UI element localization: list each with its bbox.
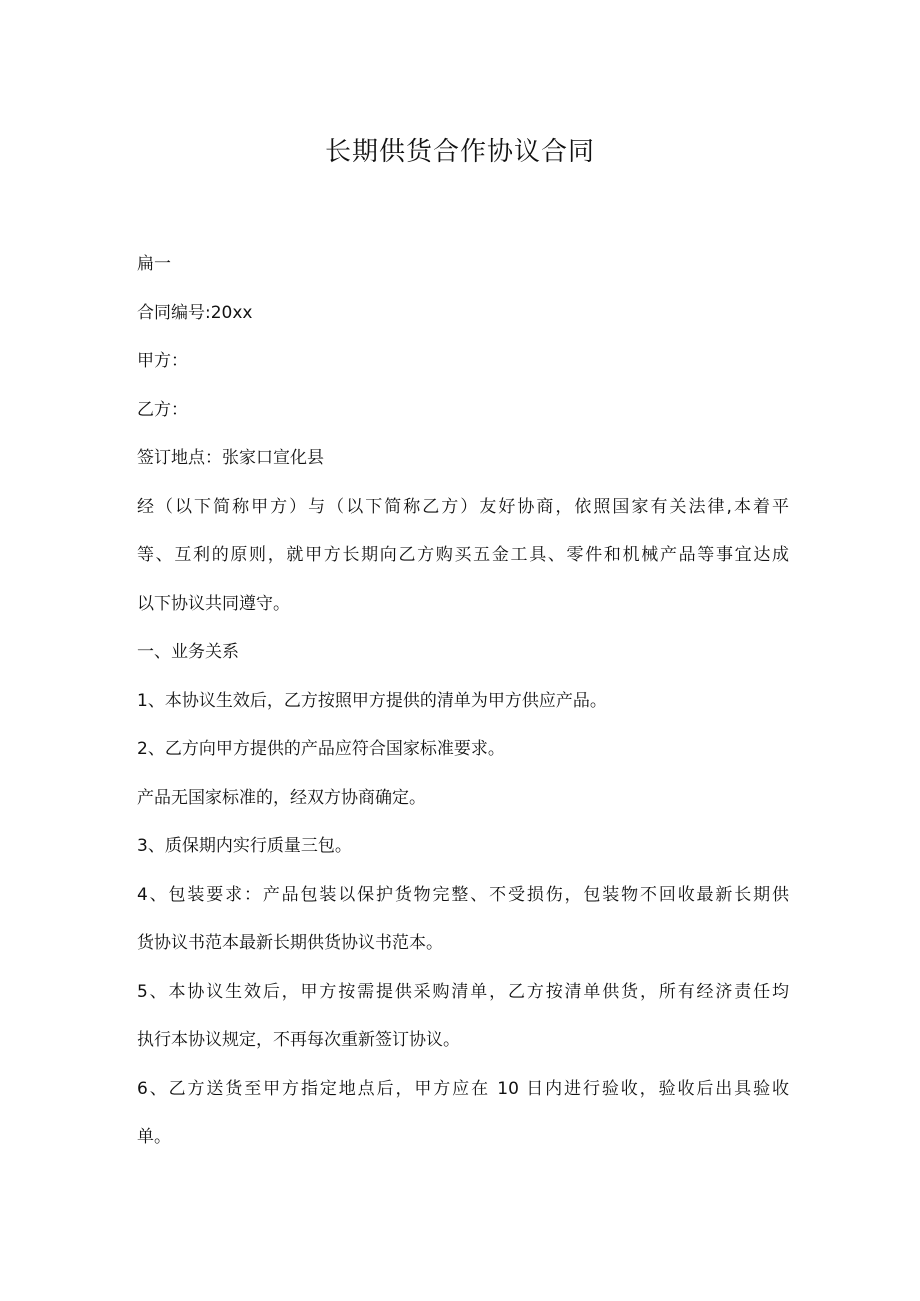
- document-line: 4、包装要求：产品包装以保护货物完整、不受损伤，包装物不回收最新长期供: [137, 884, 789, 905]
- document-body: [137, 240, 789, 1162]
- document-line: 产品无国家标准的，经双方协商确定。: [137, 787, 426, 808]
- document-line: 以下协议共同遵守。: [137, 593, 290, 614]
- document-line: 等、互利的原则，就甲方长期向乙方购买五金工具、零件和机械产品等事宜达成: [137, 545, 789, 565]
- document-line: 合同编号:20xx: [137, 302, 253, 323]
- document-line: 1、本协议生效后，乙方按照甲方提供的清单为甲方供应产品。: [137, 690, 607, 711]
- document-line: 经（以下简称甲方）与（以下简称乙方）友好协商，依照国家有关法律,本着平: [137, 496, 789, 517]
- document-line: 2、乙方向甲方提供的产品应符合国家标准要求。: [137, 739, 505, 759]
- document-line: 乙方：: [137, 399, 188, 420]
- document-line: 一、业务关系: [137, 642, 239, 662]
- document-line: 签订地点：张家口宣化县: [137, 448, 324, 468]
- document-line: 5、本协议生效后，甲方按需提供采购清单，乙方按清单供货，所有经济责任均: [137, 981, 789, 1002]
- document-line: 货协议书范本最新长期供货协议书范本。: [137, 933, 443, 953]
- document-line: 扁一: [137, 254, 171, 274]
- document-title: 长期供货合作协议合同: [324, 137, 595, 167]
- document-line: 单。: [137, 1127, 171, 1147]
- document-line: 6、乙方送货至甲方指定地点后，甲方应在 10 日内进行验收，验收后出具验收: [137, 1078, 789, 1099]
- document-line: 甲方：: [137, 351, 188, 371]
- document-line: 3、质保期内实行质量三包。: [137, 836, 352, 856]
- document-line: 执行本协议规定，不再每次重新签订协议。: [137, 1030, 460, 1050]
